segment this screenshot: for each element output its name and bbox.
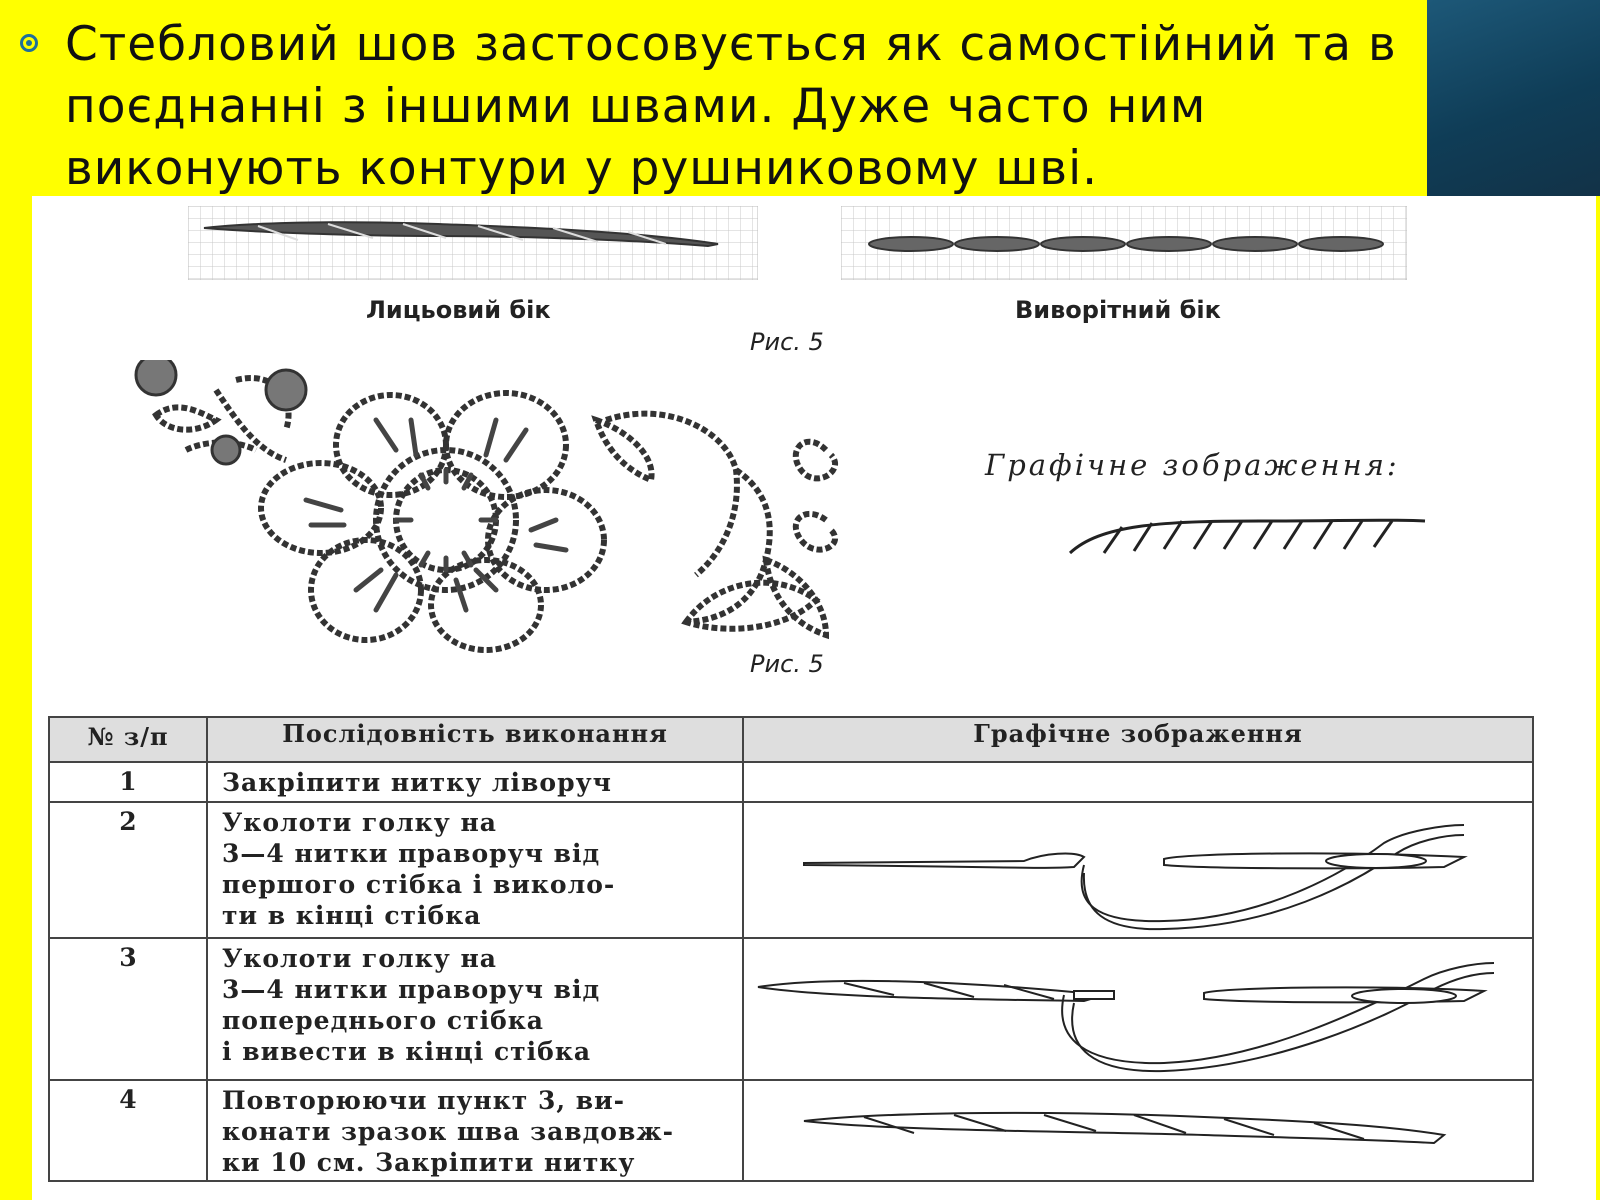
row-description-line: Повторюючи пункт 3, ви- xyxy=(222,1086,626,1115)
header-sequence: Послідовність виконання xyxy=(207,717,743,762)
bullet-line: поєднанні з іншими швами. Дуже часто ним xyxy=(65,79,1207,134)
front-side-caption: Лицьовий бік xyxy=(366,296,551,324)
stitch-steps-table xyxy=(48,716,1534,1182)
row-description-line: Закріпити нитку ліворуч xyxy=(222,768,612,797)
row-number: 4 xyxy=(49,1080,207,1181)
header-number: № з/п xyxy=(49,717,207,762)
row-graphic xyxy=(743,762,1533,802)
row-number: 3 xyxy=(49,938,207,1080)
bullet-text xyxy=(65,14,1410,200)
row-description xyxy=(207,1080,743,1181)
stitch-front-grid-illustration xyxy=(188,206,758,280)
stem-stitch-notation-icon xyxy=(1060,515,1430,555)
row-number: 1 xyxy=(49,762,207,802)
row-description-line: першого стібка і виколо- xyxy=(222,870,616,899)
row-description-line: Уколоти голку на xyxy=(222,808,497,837)
bullet-circle-icon xyxy=(20,34,38,52)
row-description-line: Уколоти голку на xyxy=(222,944,497,973)
row-description xyxy=(207,938,743,1080)
row-description-line: і вивести в кінці стібка xyxy=(222,1037,592,1066)
back-side-caption: Виворітний бік xyxy=(1015,296,1221,324)
needle-step-2-illustration xyxy=(744,803,1524,937)
bullet-line: виконують контури у рушниковому шві. xyxy=(65,141,1099,196)
row-graphic xyxy=(743,802,1533,938)
finished-stem-stitch-illustration xyxy=(744,1081,1524,1179)
row-description-line: конати зразок шва завдовж- xyxy=(222,1117,674,1146)
flower-embroidery-illustration xyxy=(126,360,886,660)
row-description-line: 3—4 нитки праворуч від xyxy=(222,975,601,1004)
decorative-side-panel xyxy=(1427,0,1600,196)
bullet-line: Стебловий шов застосовується як самостійний та в xyxy=(65,17,1397,72)
bullet-paragraph xyxy=(20,14,1410,200)
row-description-line: 3—4 нитки праворуч від xyxy=(222,839,601,868)
needle-step-3-illustration xyxy=(744,939,1524,1079)
row-number: 2 xyxy=(49,802,207,938)
figure-label: Рис. 5 xyxy=(750,328,824,356)
table-header-row xyxy=(49,717,1533,762)
table-row xyxy=(49,1080,1533,1181)
row-graphic xyxy=(743,1080,1533,1181)
row-description xyxy=(207,762,743,802)
table-row xyxy=(49,802,1533,938)
figure-label: Рис. 5 xyxy=(750,650,824,678)
row-description-line: ти в кінці стібка xyxy=(222,901,482,930)
row-description-line: попереднього стібка xyxy=(222,1006,545,1035)
row-description-line: ки 10 см. Закріпити нитку xyxy=(222,1148,636,1177)
table-row xyxy=(49,938,1533,1080)
table-row xyxy=(49,762,1533,802)
row-description xyxy=(207,802,743,938)
stitch-back-grid-illustration xyxy=(841,206,1407,280)
header-graphic: Графічне зображення xyxy=(743,717,1533,762)
graphic-notation-title: Графічне зображення: xyxy=(985,448,1400,482)
row-graphic xyxy=(743,938,1533,1080)
